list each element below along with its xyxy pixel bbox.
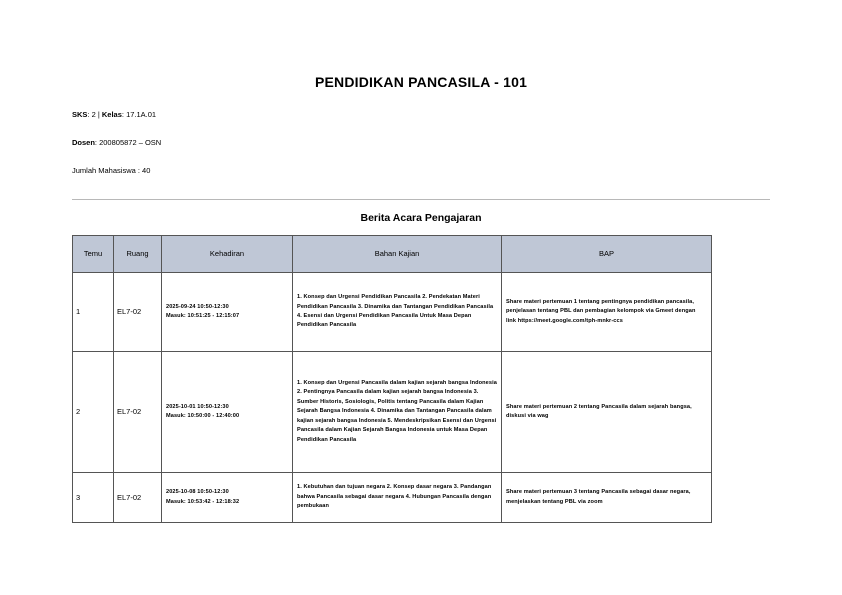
kehadiran-masuk: Masuk: 10:53:42 - 12:18:32 [166,498,240,505]
bahan-kajian-cell: 1. Konsep dan Urgensi Pancasila dalam kajian sejarah bangsa Indonesia 2. Pentingnya Pancasila dalam kajian sejarah bangsa Indonesia 3. Sumber Historis, Sosiologis, Politis tentang Pancasila dalam Kajian Sejarah Bangsa Indonesia 4. Dinamika dan Tantangan Pancasila dalam kajian sejarah bangsa Indonesia 5. Mendeskripsikan Esensi dan Urgensi Pancasila dalam Kajian Sejarah Bangsa Indonesia untuk Masa Depan Pendidikan Pancasila [293,352,502,473]
divider [72,199,770,200]
section-title: Berita Acara Pengajaran [360,212,482,224]
jumlah-mahasiswa: Jumlah Mahasiswa : 40 [72,166,151,175]
kehadiran-cell [162,473,293,523]
kehadiran-jadwal: 2025-10-01 10:50-12:30 [166,403,229,410]
bahan-kajian-cell: 1. Konsep dan Urgensi Pendidikan Pancasila 2. Pendekatan Materi Pendidikan Pancasila 3. Dinamika dan Tantangan Pendidikan Pancasila 4. Esensi dan Urgensi Pendidikan Pancasila Untuk Masa Depan Pendidikan Pancasila [293,273,502,352]
bap-cell: Share materi pertemuan 1 tentang pentingnya pendidikan pancasila, penjelasan tentang PBL dan pembagian kelompok via Gmeet dengan link https://meet.google.com/tph-mnkr-ccs [502,273,712,352]
bap-cell: Share materi pertemuan 3 tentang Pancasila sebagai dasar negara, menjelaskan tentang PBL via zoom [502,473,712,523]
header-bap: BAP [502,236,712,273]
sks-label: SKS [72,110,88,119]
ruang-cell: EL7-02 [114,473,162,523]
bap-table [72,235,712,523]
table-row [73,352,712,473]
dosen-label: Dosen [72,138,95,147]
kehadiran-jadwal: 2025-10-08 10:50-12:30 [166,489,229,496]
header-ruang: Ruang [114,236,162,273]
dosen-line [72,138,161,147]
kelas-value: : 17.1A.01 [121,110,157,119]
header-bahan-kajian: Bahan Kajian [293,236,502,273]
kehadiran-masuk: Masuk: 10:50:00 - 12:40:00 [166,413,240,419]
kehadiran-masuk: Masuk: 10:51:25 - 12:15:07 [166,313,240,319]
kelas-label: Kelas [101,110,122,119]
sks-kelas-line [72,110,156,119]
sks-value: : 2 | [87,110,100,119]
kehadiran-jadwal: 2025-09-24 10:50-12:30 [166,303,229,310]
page-title: PENDIDIKAN PANCASILA - 101 [314,74,528,90]
table-header-row [73,236,712,273]
temu-cell: 1 [73,273,114,352]
table-row [73,473,712,523]
ruang-cell: EL7-02 [114,273,162,352]
bahan-kajian-cell: 1. Kebutuhan dan tujuan negara 2. Konsep dasar negara 3. Pandangan bahwa Pancasila sebagai dasar negara 4. Hubungan Pancasila dengan pembukaan [293,473,502,523]
kehadiran-cell [162,273,293,352]
temu-cell: 3 [73,473,114,523]
dosen-value: : 200805872 – OSN [94,138,162,147]
temu-cell: 2 [73,352,114,473]
header-kehadiran: Kehadiran [162,236,293,273]
header-temu: Temu [73,236,114,273]
table-row [73,273,712,352]
kehadiran-cell [162,352,293,473]
bap-cell: Share materi pertemuan 2 tentang Pancasila dalam sejarah bangsa, diskusi via wag [502,352,712,473]
ruang-cell: EL7-02 [114,352,162,473]
